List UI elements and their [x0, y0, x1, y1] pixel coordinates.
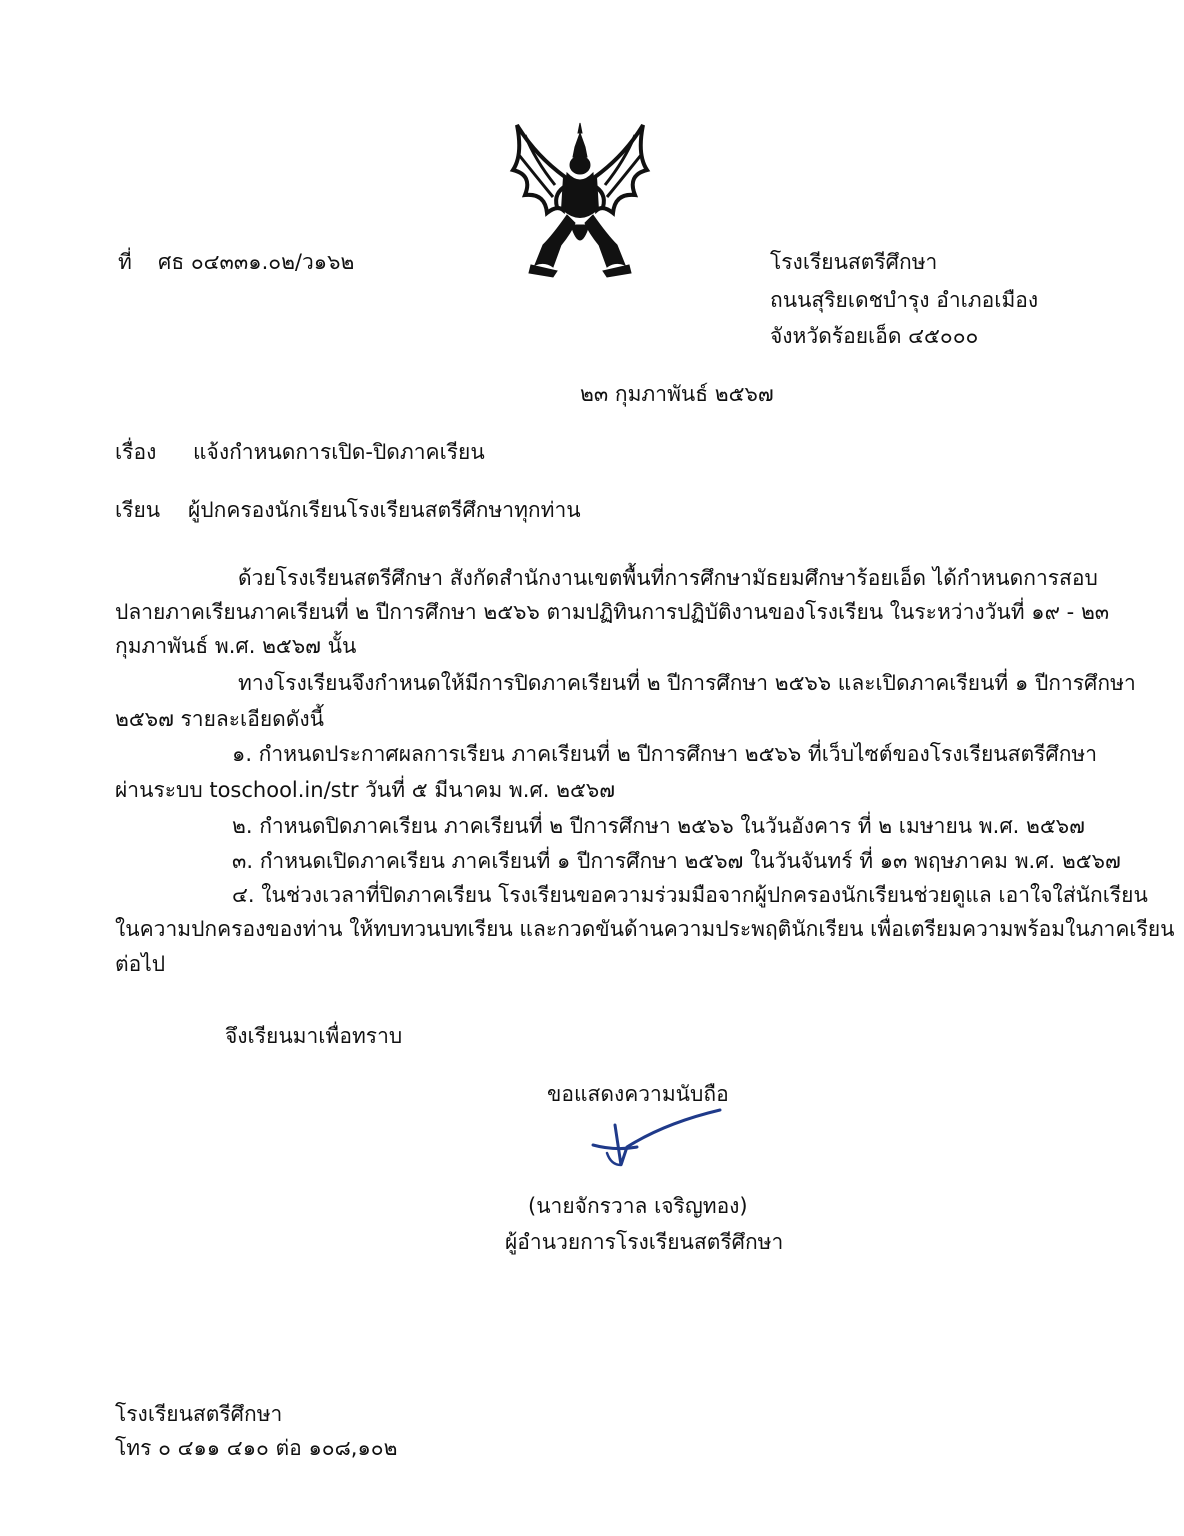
- footer-phone: โทร ๐ ๔๑๑ ๔๑๐ ต่อ ๑๐๘,๑๐๒: [115, 1436, 398, 1460]
- list-item-4-line2: ในความปกครองของท่าน ให้ทบทวนบทเรียน และกวดขันด้านความประพฤตินักเรียน เพื่อเตรียมความพร้อมในภาคเรียน: [115, 917, 1175, 941]
- body-paragraph1-line1: ด้วยโรงเรียนสตรีศึกษา สังกัดสำนักงานเขตพื้นที่การศึกษามัธยมศึกษาร้อยเอ็ด ได้กำหนดการสอบ: [238, 566, 1098, 590]
- handwritten-signature-icon: [585, 1105, 725, 1180]
- list-item-3: ๓. กำหนดเปิดภาคเรียน ภาคเรียนที่ ๑ ปีการศึกษา ๒๕๖๗ ในวันจันทร์ ที่ ๑๓ พฤษภาคม พ.ศ. ๒๕๖๗: [232, 849, 1121, 873]
- school-address-line2: จังหวัดร้อยเอ็ด ๔๕๐๐๐: [770, 324, 979, 348]
- letter-date: ๒๓ กุมภาพันธ์ ๒๕๖๗: [580, 382, 774, 406]
- list-item-4-line1: ๔. ในช่วงเวลาที่ปิดภาคเรียน โรงเรียนขอความร่วมมือจากผู้ปกครองนักเรียนช่วยดูแล เอาใจใส่นักเรียน: [232, 883, 1148, 907]
- list-item-2: ๒. กำหนดปิดภาคเรียน ภาคเรียนที่ ๒ ปีการศึกษา ๒๕๖๖ ในวันอังคาร ที่ ๒ เมษายน พ.ศ. ๒๕๖๗: [232, 814, 1085, 838]
- subject-label: เรื่อง: [115, 440, 157, 464]
- list-item-1-line1: ๑. กำหนดประกาศผลการเรียน ภาคเรียนที่ ๒ ปีการศึกษา ๒๕๖๖ ที่เว็บไซต์ของโรงเรียนสตรีศึกษา: [232, 742, 1098, 766]
- body-paragraph1-line3: กุมภาพันธ์ พ.ศ. ๒๕๖๗ นั้น: [115, 634, 357, 658]
- salutation: ขอแสดงความนับถือ: [547, 1082, 729, 1106]
- closing-line: จึงเรียนมาเพื่อทราบ: [225, 1024, 403, 1048]
- reference-label: ที่: [118, 250, 132, 274]
- signatory-position: ผู้อำนวยการโรงเรียนสตรีศึกษา: [505, 1230, 784, 1254]
- footer-school-name: โรงเรียนสตรีศึกษา: [115, 1402, 283, 1426]
- school-address-line1: ถนนสุริยเดชบำรุง อำเภอเมือง: [770, 288, 1039, 312]
- list-item-1-line2: ผ่านระบบ toschool.in/str วันที่ ๕ มีนาคม พ.ศ. ๒๕๖๗: [115, 778, 615, 802]
- subject-text: แจ้งกำหนดการเปิด-ปิดภาคเรียน: [193, 440, 485, 464]
- list-item-4-line3: ต่อไป: [115, 952, 166, 976]
- recipient-label: เรียน: [115, 498, 161, 522]
- body-paragraph2-line2: ๒๕๖๗ รายละเอียดดังนี้: [115, 707, 325, 731]
- body-paragraph2-line1: ทางโรงเรียนจึงกำหนดให้มีการปิดภาคเรียนที่ ๒ ปีการศึกษา ๒๕๖๖ และเปิดภาคเรียนที่ ๑ ปีการศึกษา: [238, 671, 1136, 695]
- recipient-text: ผู้ปกครองนักเรียนโรงเรียนสตรีศึกษาทุกท่าน: [188, 498, 581, 522]
- reference-number: ศธ ๐๔๓๓๑.๐๒/ว๑๖๒: [158, 250, 355, 274]
- signatory-name: (นายจักรวาล เจริญทอง): [528, 1194, 748, 1218]
- school-name: โรงเรียนสตรีศึกษา: [770, 250, 938, 274]
- body-paragraph1-line2: ปลายภาคเรียนภาคเรียนที่ ๒ ปีการศึกษา ๒๕๖๖ ตามปฏิทินการปฏิบัติงานของโรงเรียน ในระหว่างวันที่ ๑๙ - ๒๓: [115, 600, 1110, 624]
- garuda-emblem-icon: [505, 115, 655, 285]
